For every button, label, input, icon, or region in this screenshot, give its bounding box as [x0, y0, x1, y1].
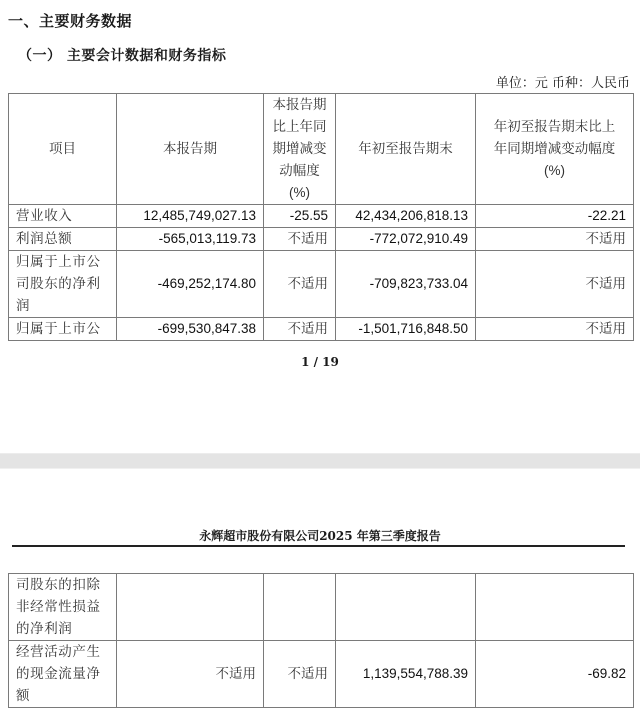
row-label	[9, 251, 117, 318]
cell-ytd: 42,434,206,818.13	[336, 205, 476, 228]
label-line: 润	[16, 298, 31, 314]
table-row	[9, 574, 634, 641]
page-number: 1 / 19	[301, 355, 339, 369]
label-line: 额	[16, 688, 31, 704]
cell-ytd	[336, 574, 476, 641]
table-row	[9, 641, 634, 708]
unit-currency-note: 单位：元 币种：人民币	[495, 76, 630, 91]
cell-current-change: 不适用	[264, 318, 336, 341]
row-label: 利润总额	[9, 228, 117, 251]
header-ytd: 年初至报告期末	[336, 94, 476, 205]
cell-current: -699,530,847.38	[117, 318, 264, 341]
row-label	[9, 641, 117, 708]
cell-ytd: -709,823,733.04	[336, 251, 476, 318]
cell-current-change: 不适用	[264, 228, 336, 251]
financial-data-table-continued	[8, 573, 634, 708]
row-label	[9, 574, 117, 641]
cell-ytd-change: -69.82	[476, 641, 634, 708]
label-line: 归属于上市公	[16, 254, 101, 270]
header-line: 期增减变	[272, 141, 327, 157]
label-line: 司股东的扣除	[16, 577, 101, 593]
header-line: 年同期增减变动幅度	[493, 141, 616, 157]
cell-ytd-change: 不适用	[476, 251, 634, 318]
subsection-title: （一） 主要会计数据和财务指标	[18, 48, 227, 64]
label-line: 的现金流量净	[16, 666, 101, 682]
section-title: 一、主要财务数据	[8, 12, 133, 30]
cell-current-change: 不适用	[264, 251, 336, 318]
cell-current-change	[264, 574, 336, 641]
label-line: 司股东的净利	[16, 276, 101, 292]
header-line: 年初至报告期末比上	[493, 119, 616, 135]
cell-ytd: -1,501,716,848.50	[336, 318, 476, 341]
financial-data-table	[8, 93, 634, 341]
table-row	[9, 228, 634, 251]
table-row	[9, 251, 634, 318]
cell-ytd-change: 不适用	[476, 318, 634, 341]
header-current-change	[264, 94, 336, 205]
label-line: 经营活动产生	[16, 644, 101, 660]
label-line: 非经常性损益	[16, 599, 101, 615]
header-line: (%)	[544, 163, 565, 178]
page-separator	[0, 453, 640, 469]
header-line: (%)	[289, 185, 310, 200]
row-label: 归属于上市公	[9, 318, 117, 341]
running-header: 永辉超市股份有限公司2025 年第三季度报告	[199, 529, 441, 543]
table-row	[9, 318, 634, 341]
label-line: 的净利润	[16, 621, 73, 637]
cell-ytd: -772,072,910.49	[336, 228, 476, 251]
header-line: 动幅度	[279, 163, 320, 179]
header-ytd-change	[476, 94, 634, 205]
header-item: 项目	[9, 94, 117, 205]
cell-ytd: 1,139,554,788.39	[336, 641, 476, 708]
header-line: 本报告期	[272, 97, 327, 113]
cell-ytd-change: 不适用	[476, 228, 634, 251]
cell-ytd-change	[476, 574, 634, 641]
header-line: 比上年同	[272, 119, 327, 135]
cell-current: -565,013,119.73	[117, 228, 264, 251]
cell-current: 不适用	[117, 641, 264, 708]
cell-current-change: 不适用	[264, 641, 336, 708]
cell-current: 12,485,749,027.13	[117, 205, 264, 228]
cell-ytd-change: -22.21	[476, 205, 634, 228]
row-label: 营业收入	[9, 205, 117, 228]
cell-current	[117, 574, 264, 641]
table-row	[9, 205, 634, 228]
cell-current: -469,252,174.80	[117, 251, 264, 318]
cell-current-change: -25.55	[264, 205, 336, 228]
header-current-period: 本报告期	[117, 94, 264, 205]
table-header-row	[9, 94, 634, 205]
header-rule	[12, 545, 625, 547]
